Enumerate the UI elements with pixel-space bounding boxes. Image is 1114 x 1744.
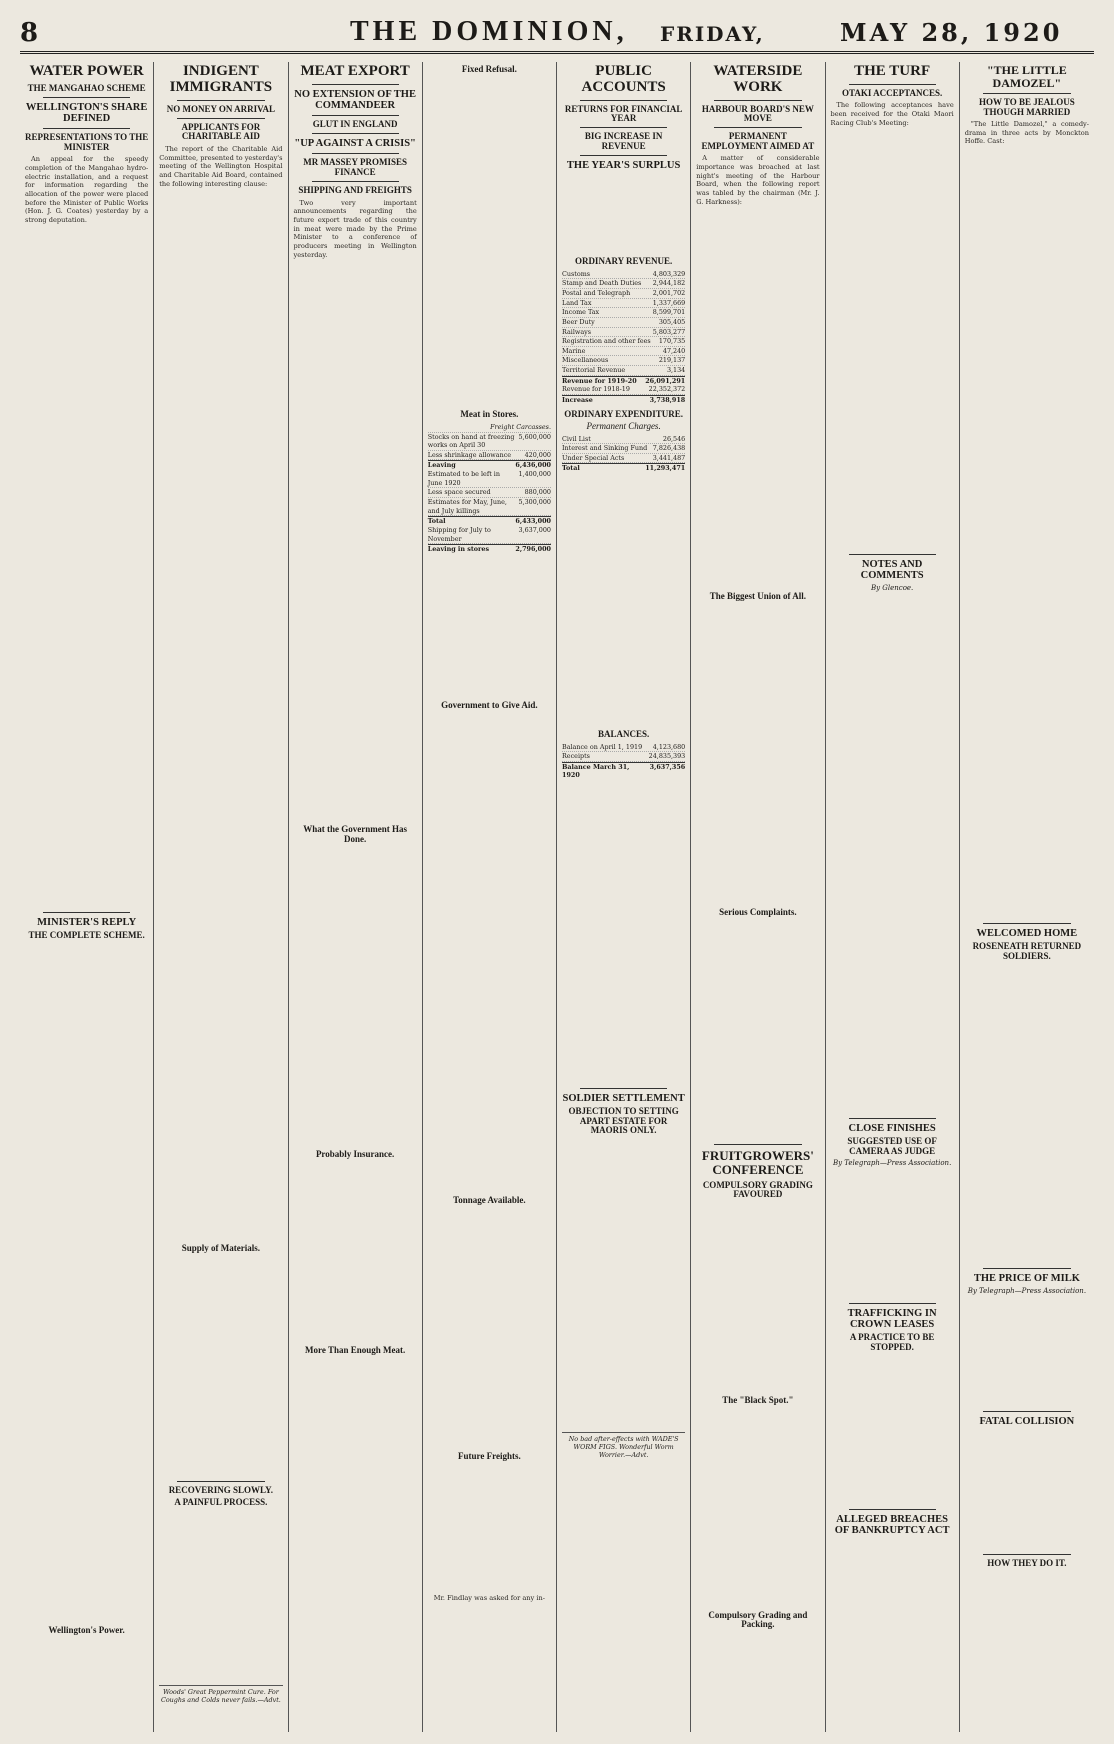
article-body <box>294 1358 417 1618</box>
subhead-roseneath: ROSENEATH RETURNED SOLDIERS. <box>972 941 1082 961</box>
article-body <box>159 1257 282 1477</box>
table-row <box>428 526 551 544</box>
divider <box>580 155 667 156</box>
subhead-government-done: What the Government Has Done. <box>303 824 407 844</box>
subhead-compulsory-grading: COMPULSORY GRADING FAVOURED <box>702 1179 813 1200</box>
column-little-damozel <box>960 62 1094 1732</box>
subhead-insurance: Probably Insurance. <box>315 1149 395 1160</box>
subhead-finance: MR MASSEY PROMISES FINANCE <box>303 157 407 177</box>
issue-day: FRIDAY, <box>660 22 765 46</box>
row-value: 24,835,393 <box>648 752 686 761</box>
row-label: Less shrinkage allowance <box>427 450 512 459</box>
article-body <box>428 77 551 407</box>
table-row <box>562 385 685 395</box>
article-body <box>428 558 551 698</box>
row-value: 3,637,000 <box>518 525 551 534</box>
divider <box>312 133 399 134</box>
row-label: Registration and other fees <box>562 337 651 346</box>
row-label: Interest and Sinking Fund <box>562 444 648 453</box>
row-label: Increase <box>562 396 593 405</box>
row-value: 2,796,000 <box>515 545 551 554</box>
row-value: 11,293,471 <box>645 464 686 473</box>
row-value: 22,352,372 <box>648 385 686 394</box>
divider <box>580 100 667 101</box>
table-subtitle: Permanent Charges. <box>586 421 661 432</box>
row-value: 2,001,702 <box>652 288 686 297</box>
subhead-crisis: "UP AGAINST A CRISIS" <box>294 138 416 150</box>
row-label: Balance on April 1, 1919 <box>562 742 643 751</box>
headline-waterside-work: WATERSIDE WORK <box>713 63 803 95</box>
subhead-crown-leases: TRAFFICKING IN CROWN LEASES <box>847 1308 937 1331</box>
table-row <box>562 270 685 280</box>
row-value: 47,240 <box>662 346 686 355</box>
subhead-returns: RETURNS FOR FINANCIAL YEAR <box>564 103 683 123</box>
row-value: 3,637,356 <box>649 762 686 771</box>
row-label: Estimates for May, June, and July killings <box>427 498 507 515</box>
article-body <box>562 1138 685 1428</box>
divider <box>43 97 130 98</box>
table-row <box>562 279 685 289</box>
table-title-balances: BALANCES. <box>597 729 650 740</box>
subhead-permanent-employment: PERMANENT EMPLOYMENT AIMED AT <box>701 131 815 151</box>
row-value: 26,546 <box>662 434 686 443</box>
subhead-price-milk: THE PRICE OF MILK <box>973 1273 1080 1285</box>
table-row <box>562 366 685 376</box>
subhead-otaki: OTAKI ACCEPTANCES. <box>842 87 943 98</box>
row-label: Civil List <box>562 434 591 443</box>
row-value: 1,337,669 <box>652 298 686 307</box>
subhead-biggest-union: The Biggest Union of All. <box>709 591 806 602</box>
article-body <box>831 594 954 1114</box>
divider <box>983 1411 1071 1412</box>
table-row <box>562 454 685 464</box>
table-title-revenue: ORDINARY REVENUE. <box>574 256 673 267</box>
revenue-table <box>562 270 685 405</box>
article-body <box>25 1639 148 1699</box>
table-row <box>428 433 551 451</box>
row-label: Receipts <box>562 752 590 761</box>
table-row <box>428 516 551 526</box>
subhead-shipping: SHIPPING AND FREIGHTS <box>298 185 412 196</box>
row-label: Customs <box>562 269 591 278</box>
table-row <box>562 347 685 357</box>
byline-press: By Telegraph—Press Association. <box>832 1159 952 1168</box>
row-label: Less space secured <box>427 488 491 497</box>
divider <box>43 128 130 129</box>
article-body <box>965 1572 1089 1692</box>
divider <box>177 118 264 119</box>
divider <box>312 115 399 116</box>
table-row <box>562 308 685 318</box>
subhead-tonnage: Tonnage Available. <box>453 1195 526 1206</box>
divider <box>849 1303 936 1304</box>
row-label: Leaving in stores <box>427 545 490 554</box>
subhead-notes-comments: NOTES AND COMMENTS <box>860 559 924 582</box>
table-row <box>562 328 685 338</box>
divider <box>177 1481 264 1482</box>
article-body <box>294 847 417 1147</box>
row-value: 6,433,000 <box>515 517 551 526</box>
subhead-how-they-do-it: HOW THEY DO IT. <box>987 1558 1067 1569</box>
column-public-accounts <box>557 62 691 1732</box>
article-body <box>965 964 1089 1264</box>
subhead-glut: GLUT IN ENGLAND <box>312 118 398 129</box>
article-body <box>562 784 685 1084</box>
divider <box>312 153 399 154</box>
table-row <box>562 752 685 762</box>
subhead-complete-scheme: THE COMPLETE SCHEME. <box>28 929 145 940</box>
divider <box>849 554 936 555</box>
row-label: Stamp and Death Duties <box>562 279 642 288</box>
article-body <box>25 943 148 1623</box>
divider <box>849 1118 936 1119</box>
row-value: 7,826,438 <box>652 444 686 453</box>
row-value: 26,091,291 <box>645 376 686 385</box>
divider <box>983 93 1071 94</box>
divider <box>714 127 801 128</box>
row-label: Leaving <box>427 461 456 470</box>
column-the-turf <box>826 62 960 1732</box>
article-body <box>696 209 819 589</box>
byline-press: By Telegraph—Press Association. <box>967 1287 1087 1296</box>
subhead-soldier-settlement: SOLDIER SETTLEMENT <box>562 1093 685 1105</box>
expenditure-table <box>562 435 685 474</box>
table-row <box>562 337 685 347</box>
article-body <box>696 605 819 905</box>
column-meat-continued <box>423 62 557 1732</box>
subhead-representations: REPRESENTATIONS TO THE MINISTER <box>25 132 149 152</box>
row-label: Shipping for July to November <box>427 525 491 543</box>
table-row <box>562 318 685 328</box>
row-label: Estimated to be left in June 1920 <box>427 470 500 487</box>
table-row <box>428 460 551 470</box>
row-value: 3,738,918 <box>649 396 686 405</box>
subhead-bankruptcy: ALLEGED BREACHES OF BANKRUPTCY ACT <box>834 1514 950 1537</box>
divider <box>983 923 1071 924</box>
divider <box>714 100 801 101</box>
masthead <box>20 14 1094 54</box>
article-body <box>965 149 1089 919</box>
divider <box>580 1088 667 1089</box>
table-row <box>428 470 551 488</box>
subhead-objection: OBJECTION TO SETTING APART ESTATE FOR MAORIS ONLY. <box>568 1106 679 1135</box>
article-lead: An appeal for the speedy completion of the Mangahao hydro-electric installation, and a request for information regarding the allocation of the power were placed before the Minister of Public Works (Hon. J. G. Coates) yesterday by a strong deputation. <box>25 155 149 225</box>
row-value: 5,300,000 <box>518 498 551 506</box>
article-body <box>831 1169 954 1299</box>
subhead-camera-judge: SUGGESTED USE OF CAMERA AS JUDGE <box>847 1136 937 1156</box>
subhead-welcomed-home: WELCOMED HOME <box>976 928 1078 940</box>
article-lead: A matter of considerable importance was broached at last night's meeting of the Harbour Board, when the following report was tabled by the chairman (Mr. J. G. Harkness): <box>696 154 820 206</box>
article-body <box>831 130 954 550</box>
headline-the-turf: THE TURF <box>854 63 931 79</box>
page-columns <box>20 62 1094 1732</box>
subhead-close-finishes: CLOSE FINISHES <box>848 1123 936 1135</box>
row-label: Land Tax <box>562 298 592 307</box>
column-water-power <box>20 62 154 1732</box>
subhead-government-aid: Government to Give Aid. <box>441 699 538 710</box>
divider <box>580 127 667 128</box>
row-label: Total <box>427 517 446 526</box>
table-row <box>562 743 685 753</box>
article-body <box>294 1163 417 1343</box>
headline-little-damozel: "THE LITTLE DAMOZEL" <box>987 63 1067 90</box>
article-body <box>831 1539 954 1709</box>
column-waterside-work <box>691 62 825 1732</box>
subhead-jealous: HOW TO BE JEALOUS THOUGH MARRIED <box>978 97 1075 117</box>
subhead-black-spot: The "Black Spot." <box>722 1394 794 1405</box>
table-row <box>562 463 685 473</box>
subhead-surplus: THE YEAR'S SURPLUS <box>566 160 681 172</box>
subhead-no-money: NO MONEY ON ARRIVAL <box>166 103 275 114</box>
byline-glencoe: By Glencoe. <box>870 584 914 593</box>
subhead-wellington-share: WELLINGTON'S SHARE DEFINED <box>25 102 148 125</box>
row-label: Territorial Revenue <box>562 366 626 375</box>
article-body <box>965 1430 1089 1550</box>
article-body <box>294 262 417 822</box>
article-body <box>159 1511 282 1681</box>
subhead-future-freights: Future Freights. <box>458 1450 521 1461</box>
article-body <box>831 1355 954 1505</box>
row-value: 305,405 <box>658 317 686 326</box>
article-body <box>159 191 282 1241</box>
row-label: Marine <box>562 346 586 355</box>
row-value: 5,803,277 <box>652 327 686 336</box>
row-value: 1,400,000 <box>518 470 551 479</box>
article-lead: "The Little Damozel," a comedy-drama in three acts by Monckton Hoffe. Cast: <box>964 120 1089 146</box>
row-value: 4,803,329 <box>652 269 686 278</box>
row-label: Balance March 31, 1920 <box>562 762 630 780</box>
row-label: Railways <box>562 327 592 336</box>
column-meat-export <box>289 62 423 1732</box>
subhead-ministers-reply: MINISTER'S REPLY <box>37 916 137 928</box>
row-value: 3,441,487 <box>652 453 686 462</box>
subhead-fatal-collision: FATAL COLLISION <box>979 1416 1075 1428</box>
article-body <box>696 920 819 1140</box>
divider <box>312 181 399 182</box>
divider <box>177 100 264 101</box>
table-row <box>562 762 685 780</box>
subhead-no-extension: NO EXTENSION OF THE COMMANDEER <box>294 88 416 111</box>
headline-indigent-immigrants: INDIGENT IMMIGRANTS <box>169 63 273 95</box>
row-value: 420,000 <box>524 450 551 459</box>
article-body <box>562 174 685 254</box>
divider <box>714 1144 801 1145</box>
row-value: 2,944,182 <box>652 279 686 288</box>
subhead-supply-materials: Supply of Materials. <box>181 1243 260 1254</box>
table-row <box>562 395 685 405</box>
headline-public-accounts: PUBLIC ACCOUNTS <box>581 63 666 95</box>
divider <box>983 1268 1071 1269</box>
row-value: 8,599,701 <box>652 308 686 317</box>
table-row <box>562 376 685 386</box>
row-value: 880,000 <box>524 488 551 497</box>
subhead-grading-packing: Compulsory Grading and Packing. <box>708 1609 808 1630</box>
table-rows <box>428 433 551 554</box>
article-body <box>965 1297 1089 1407</box>
subhead-practice-stopped: A PRACTICE TO BE STOPPED. <box>849 1332 935 1352</box>
table-row <box>428 498 551 516</box>
row-value: 3,134 <box>666 366 686 375</box>
table-row <box>562 435 685 445</box>
balances-table <box>562 743 685 781</box>
row-value: 219,137 <box>658 356 686 365</box>
table-row <box>562 289 685 299</box>
article-body <box>562 477 685 727</box>
table-row <box>562 356 685 366</box>
row-value: 6,436,000 <box>515 461 551 470</box>
subhead-mangahao: THE MANGAHAO SCHEME <box>27 82 146 93</box>
article-body <box>428 1464 551 1594</box>
row-label: Beer Duty <box>562 317 595 326</box>
row-label: Revenue for 1919-20 <box>562 376 637 385</box>
table-row <box>428 451 551 461</box>
divider <box>849 84 936 85</box>
article-body <box>25 228 148 908</box>
table-header: Freight Carcasses. <box>428 423 551 433</box>
page-number: 8 <box>20 18 39 48</box>
table-row <box>428 544 551 554</box>
subhead-fixed-refusal: Fixed Refusal. <box>461 64 517 74</box>
subhead-serious-complaints: Serious Complaints. <box>719 906 797 917</box>
subhead-recovering: RECOVERING SLOWLY. <box>168 1484 274 1495</box>
table-row <box>562 444 685 454</box>
article-body <box>696 1633 819 1723</box>
article-body <box>428 713 551 1193</box>
headline-water-power: WATER POWER <box>29 63 144 79</box>
row-label: Total <box>562 464 580 473</box>
article-body <box>696 1203 819 1393</box>
article-lead: The following acceptances have been received for the Otaki Maori Racing Club's Meeting: <box>830 101 954 127</box>
article-body <box>696 1408 819 1608</box>
table-title-expenditure: ORDINARY EXPENDITURE. <box>564 408 684 419</box>
row-label: Income Tax <box>562 308 600 317</box>
headline-fruitgrowers: FRUITGROWERS' CONFERENCE <box>701 1148 814 1177</box>
row-label: Stocks on hand at freezing works on April 30 <box>427 432 515 450</box>
article-tail: Mr. Findlay was asked for any in- <box>433 1594 545 1603</box>
table-row <box>428 488 551 498</box>
subhead-wellingtons-power: Wellington's Power. <box>48 1625 125 1636</box>
article-body <box>428 1209 551 1449</box>
subhead-applicants: APPLICANTS FOR CHARITABLE AID <box>181 121 261 142</box>
issue-date: MAY 28, 1920 <box>840 18 1063 47</box>
advertisement: Woods' Great Peppermint Cure. For Coughs and Colds never fails.—Advt. <box>159 1685 282 1704</box>
column-indigent-immigrants <box>154 62 288 1732</box>
row-label: Postal and Telegraph <box>562 288 631 297</box>
divider <box>983 1554 1071 1555</box>
article-lead: The report of the Charitable Aid Committee, presented to yesterday's meeting of the Wellington Hospital and Charitable Aid Board, contained the following interesting clause: <box>159 144 283 188</box>
subhead-harbour-board: HARBOUR BOARD'S NEW MOVE <box>701 103 814 123</box>
article-lead: Two very important announcements regarding the future export trade of this country in meat were made by the Prime Minister to a conference of producers meeting in Wellington yesterday. <box>293 198 417 259</box>
row-value: 5,600,000 <box>518 432 551 441</box>
divider <box>849 1509 936 1510</box>
subhead-big-increase: BIG INCREASE IN REVENUE <box>584 131 663 151</box>
subhead-more-meat: More Than Enough Meat. <box>305 1344 406 1355</box>
row-value: 4,123,680 <box>652 742 686 751</box>
subhead-painful: A PAINFUL PROCESS. <box>174 1497 268 1508</box>
divider <box>43 912 130 913</box>
headline-meat-export: MEAT EXPORT <box>300 63 410 79</box>
row-label: Revenue for 1918-19 <box>562 385 630 394</box>
table-row <box>562 299 685 309</box>
row-label: Miscellaneous <box>562 356 609 365</box>
meat-stock-table <box>428 423 551 554</box>
divider <box>312 84 399 85</box>
newspaper-title: THE DOMINION, <box>350 16 628 47</box>
row-value: 170,735 <box>658 337 686 346</box>
row-label: Under Special Acts <box>562 453 625 462</box>
advertisement: No bad after-effects with WADE'S WORM FIGS. Wonderful Worm Worrier.—Advt. <box>562 1432 685 1459</box>
subhead-meat-stores: Meat in Stores. <box>460 409 519 420</box>
